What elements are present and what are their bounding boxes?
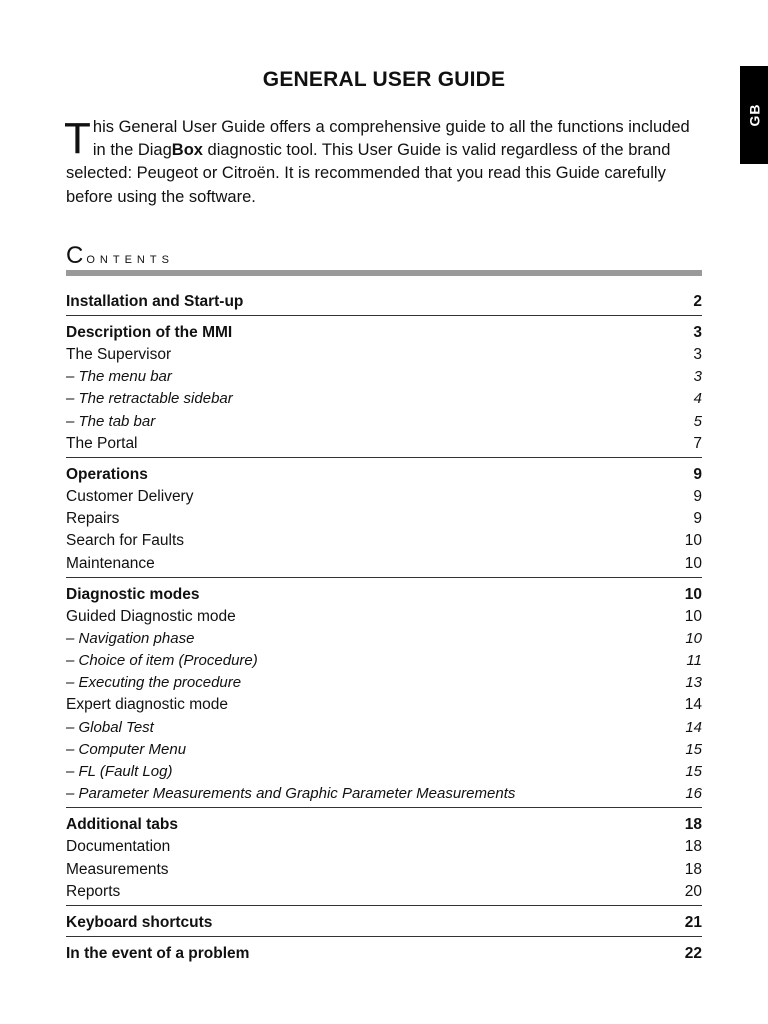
toc-subentry[interactable]	[66, 411, 702, 433]
toc-entry-label: In the event of a problem	[66, 944, 250, 962]
toc-entry[interactable]	[66, 344, 702, 366]
table-of-contents	[66, 290, 702, 972]
toc-entry-label: The Portal	[66, 434, 138, 452]
toc-page-number: 11	[686, 652, 702, 670]
toc-entry-label: – The retractable sidebar	[66, 390, 233, 408]
toc-entry-label: Installation and Start-up	[66, 293, 244, 310]
contents-heading-rest: ontents	[86, 250, 174, 267]
toc-page-number: 18	[684, 860, 702, 878]
toc-subentry[interactable]	[66, 388, 702, 410]
toc-section-heading[interactable]	[66, 463, 702, 486]
toc-entry-label: Reports	[66, 882, 121, 900]
toc-entry-label: – Global Test	[66, 718, 154, 736]
toc-page-number: 9	[693, 510, 702, 528]
toc-entry-label: – Computer Menu	[66, 740, 187, 758]
toc-entry-label: Diagnostic modes	[66, 585, 200, 603]
toc-page-number: 14	[685, 718, 702, 736]
toc-entry-label: Additional tabs	[66, 816, 178, 834]
toc-entry-label: Operations	[66, 465, 148, 483]
intro-dropcap: T	[64, 114, 91, 163]
toc-entry-label: Maintenance	[66, 554, 155, 572]
contents-heading-initial: C	[66, 242, 87, 269]
toc-page-number: 3	[693, 324, 702, 341]
toc-page-number: 22	[684, 944, 702, 962]
toc-page-number: 14	[684, 696, 702, 714]
toc-entry-label: – The menu bar	[66, 368, 172, 386]
toc-entry-label: Expert diagnostic mode	[66, 696, 228, 714]
toc-section	[66, 583, 702, 809]
toc-section-heading[interactable]	[66, 911, 702, 934]
toc-entry[interactable]	[66, 433, 702, 455]
toc-page-number: 18	[684, 816, 702, 834]
intro-text-part2: diagnostic tool. This User Guide is valid regardless of the brand selected: Peugeot or Citroën. It is recommended that you read this Guide carefully before using the software.	[66, 141, 671, 206]
toc-page-number: 13	[685, 674, 702, 692]
toc-section	[66, 911, 702, 937]
toc-page-number: 2	[693, 293, 702, 310]
language-tab-label: GB	[746, 103, 762, 127]
toc-entry-label: Repairs	[66, 510, 120, 528]
toc-section-heading[interactable]	[66, 942, 702, 965]
toc-entry[interactable]	[66, 508, 702, 530]
toc-page-number: 10	[684, 532, 702, 550]
toc-subentry[interactable]	[66, 761, 702, 783]
toc-section-heading[interactable]	[66, 583, 702, 606]
toc-entry-label: Measurements	[66, 860, 169, 878]
toc-page-number: 7	[693, 434, 702, 452]
toc-section-heading[interactable]	[66, 321, 702, 344]
toc-entry[interactable]	[66, 486, 702, 508]
toc-entry-label: Documentation	[66, 838, 171, 856]
toc-entry[interactable]	[66, 606, 702, 628]
toc-section	[66, 463, 702, 578]
toc-entry-label: Search for Faults	[66, 532, 185, 550]
toc-page-number: 10	[684, 607, 702, 625]
toc-subentry[interactable]	[66, 628, 702, 650]
toc-page-number: 16	[685, 785, 702, 803]
toc-entry-label: – Executing the procedure	[66, 674, 242, 692]
toc-entry[interactable]	[66, 859, 702, 881]
toc-entry[interactable]	[66, 694, 702, 716]
toc-section	[66, 813, 702, 906]
toc-section-heading[interactable]	[66, 813, 702, 836]
toc-section	[66, 942, 702, 967]
toc-page-number: 15	[685, 763, 702, 780]
toc-entry-label: Keyboard shortcuts	[66, 913, 213, 931]
toc-page-number: 5	[693, 412, 702, 430]
toc-entry-label: – Choice of item (Procedure)	[66, 652, 258, 670]
intro-paragraph	[66, 116, 696, 209]
toc-entry[interactable]	[66, 553, 702, 575]
toc-page-number: 20	[684, 882, 702, 900]
page-title: GENERAL USER GUIDE	[262, 68, 506, 91]
toc-entry[interactable]	[66, 530, 702, 552]
contents-divider	[66, 270, 702, 276]
contents-heading	[66, 242, 174, 270]
toc-entry-label: Customer Delivery	[66, 487, 194, 505]
toc-subentry[interactable]	[66, 717, 702, 739]
toc-page-number: 3	[693, 346, 702, 363]
toc-subentry[interactable]	[66, 783, 702, 805]
toc-page-number: 10	[684, 554, 702, 572]
toc-entry-label: Guided Diagnostic mode	[66, 607, 236, 625]
toc-entry-label: Description of the MMI	[66, 324, 233, 341]
toc-section	[66, 321, 702, 458]
toc-page-number: 21	[684, 913, 702, 931]
toc-entry-label: – The tab bar	[66, 412, 156, 430]
toc-entry[interactable]	[66, 881, 702, 903]
intro-brand-bold: Box	[171, 141, 203, 160]
toc-page-number: 10	[684, 585, 702, 603]
toc-entry[interactable]	[66, 836, 702, 858]
toc-page-number: 9	[693, 487, 702, 505]
toc-entry-label: – Navigation phase	[66, 629, 195, 647]
toc-page-number: 4	[693, 390, 702, 408]
toc-page-number: 10	[685, 629, 702, 647]
toc-page-number: 3	[693, 368, 702, 386]
toc-entry-label: The Supervisor	[66, 346, 172, 363]
intro-text-part1: his General User Guide offers a comprehensive guide to all the functions included in the Diag	[92, 118, 690, 160]
toc-section-heading[interactable]	[66, 290, 702, 313]
toc-entry-label: – Parameter Measurements and Graphic Parameter Measurements	[66, 785, 516, 803]
toc-subentry[interactable]	[66, 672, 702, 694]
toc-subentry[interactable]	[66, 650, 702, 672]
toc-subentry[interactable]	[66, 739, 702, 761]
toc-section	[66, 290, 702, 316]
toc-page-number: 9	[693, 465, 702, 483]
toc-entry-label: – FL (Fault Log)	[66, 763, 173, 780]
toc-page-number: 15	[685, 740, 702, 758]
toc-subentry[interactable]	[66, 366, 702, 388]
toc-page-number: 18	[684, 838, 702, 856]
